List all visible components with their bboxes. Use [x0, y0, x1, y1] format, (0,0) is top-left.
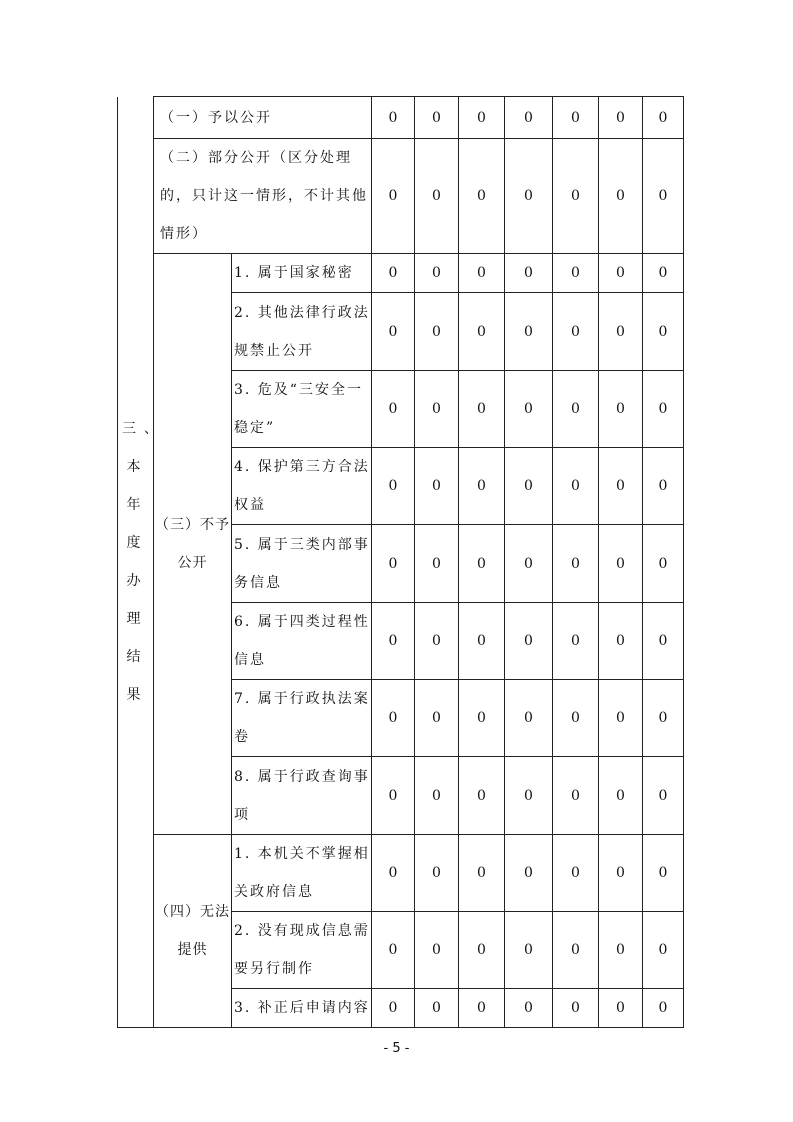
sub-row-label: 1. 本机关不掌握相关政府信息 [232, 835, 372, 912]
value-cell: 0 [643, 254, 684, 293]
value-cell: 0 [505, 448, 553, 525]
value-cell: 0 [599, 448, 643, 525]
value-cell: 0 [643, 603, 684, 680]
value-cell: 0 [643, 293, 684, 371]
value-cell: 0 [553, 835, 599, 912]
value-cell: 0 [372, 835, 415, 912]
value-cell: 0 [505, 139, 553, 254]
group-label: （三）不予公开 [154, 254, 232, 835]
value-cell: 0 [459, 254, 505, 293]
value-cell: 0 [459, 680, 505, 757]
value-cell: 0 [415, 603, 459, 680]
value-cell: 0 [459, 448, 505, 525]
value-cell: 0 [459, 757, 505, 835]
value-cell: 0 [553, 525, 599, 603]
value-cell: 0 [599, 97, 643, 139]
row-label: （二）部分公开（区分处理的，只计这一情形，不计其他情形） [154, 139, 372, 254]
value-cell: 0 [459, 989, 505, 1028]
value-cell: 0 [643, 97, 684, 139]
value-cell: 0 [599, 835, 643, 912]
value-cell: 0 [372, 293, 415, 371]
value-cell: 0 [553, 293, 599, 371]
value-cell: 0 [643, 448, 684, 525]
table-row [118, 254, 684, 293]
sub-row-label: 7. 属于行政执法案卷 [232, 680, 372, 757]
table-row [118, 139, 684, 254]
value-cell: 0 [553, 603, 599, 680]
value-cell: 0 [505, 912, 553, 989]
value-cell: 0 [505, 371, 553, 448]
value-cell: 0 [459, 912, 505, 989]
value-cell: 0 [459, 835, 505, 912]
value-cell: 0 [643, 757, 684, 835]
sub-row-label: 2. 其他法律行政法规禁止公开 [232, 293, 372, 371]
value-cell: 0 [415, 97, 459, 139]
sub-row-label: 6. 属于四类过程性信息 [232, 603, 372, 680]
results-table [117, 96, 684, 1028]
value-cell: 0 [459, 139, 505, 254]
value-cell: 0 [553, 97, 599, 139]
value-cell: 0 [599, 525, 643, 603]
value-cell: 0 [372, 912, 415, 989]
value-cell: 0 [415, 757, 459, 835]
value-cell: 0 [599, 603, 643, 680]
value-cell: 0 [415, 835, 459, 912]
value-cell: 0 [505, 254, 553, 293]
sub-row-label: 8. 属于行政查询事项 [232, 757, 372, 835]
sub-row-label: 4. 保护第三方合法权益 [232, 448, 372, 525]
value-cell: 0 [553, 989, 599, 1028]
value-cell: 0 [459, 371, 505, 448]
value-cell: 0 [599, 680, 643, 757]
page-number: - 5 - [383, 1041, 410, 1056]
value-cell: 0 [372, 254, 415, 293]
value-cell: 0 [459, 603, 505, 680]
value-cell: 0 [599, 371, 643, 448]
value-cell: 0 [372, 989, 415, 1028]
value-cell: 0 [643, 525, 684, 603]
value-cell: 0 [599, 139, 643, 254]
value-cell: 0 [372, 525, 415, 603]
value-cell: 0 [415, 989, 459, 1028]
value-cell: 0 [553, 757, 599, 835]
value-cell: 0 [553, 139, 599, 254]
value-cell: 0 [415, 525, 459, 603]
group-label: （四）无法提供 [154, 835, 232, 1028]
value-cell: 0 [415, 139, 459, 254]
value-cell: 0 [372, 603, 415, 680]
sub-row-label: 3. 危及“三安全一稳定” [232, 371, 372, 448]
table-row [118, 835, 684, 912]
value-cell: 0 [599, 757, 643, 835]
value-cell: 0 [505, 835, 553, 912]
row-label: （一）予以公开 [154, 97, 372, 139]
value-cell: 0 [415, 912, 459, 989]
value-cell: 0 [643, 835, 684, 912]
value-cell: 0 [459, 525, 505, 603]
sub-row-label: 3. 补正后申请内容 [232, 989, 372, 1028]
sub-row-label: 2. 没有现成信息需要另行制作 [232, 912, 372, 989]
value-cell: 0 [599, 912, 643, 989]
value-cell: 0 [643, 139, 684, 254]
value-cell: 0 [643, 371, 684, 448]
value-cell: 0 [415, 293, 459, 371]
value-cell: 0 [599, 254, 643, 293]
value-cell: 0 [372, 757, 415, 835]
value-cell: 0 [505, 680, 553, 757]
value-cell: 0 [643, 912, 684, 989]
value-cell: 0 [553, 448, 599, 525]
value-cell: 0 [505, 97, 553, 139]
value-cell: 0 [415, 448, 459, 525]
value-cell: 0 [372, 448, 415, 525]
value-cell: 0 [553, 254, 599, 293]
section-label: 三、本年度办理结果 [118, 97, 154, 1028]
value-cell: 0 [372, 371, 415, 448]
value-cell: 0 [553, 912, 599, 989]
value-cell: 0 [599, 989, 643, 1028]
table-row [118, 97, 684, 139]
value-cell: 0 [415, 680, 459, 757]
value-cell: 0 [372, 97, 415, 139]
value-cell: 0 [505, 757, 553, 835]
value-cell: 0 [643, 680, 684, 757]
sub-row-label: 5. 属于三类内部事务信息 [232, 525, 372, 603]
value-cell: 0 [643, 989, 684, 1028]
value-cell: 0 [415, 254, 459, 293]
value-cell: 0 [459, 293, 505, 371]
value-cell: 0 [553, 371, 599, 448]
value-cell: 0 [505, 293, 553, 371]
value-cell: 0 [553, 680, 599, 757]
value-cell: 0 [372, 680, 415, 757]
value-cell: 0 [372, 139, 415, 254]
value-cell: 0 [599, 293, 643, 371]
value-cell: 0 [459, 97, 505, 139]
value-cell: 0 [505, 525, 553, 603]
value-cell: 0 [505, 603, 553, 680]
sub-row-label: 1. 属于国家秘密 [232, 254, 372, 293]
value-cell: 0 [505, 989, 553, 1028]
value-cell: 0 [415, 371, 459, 448]
